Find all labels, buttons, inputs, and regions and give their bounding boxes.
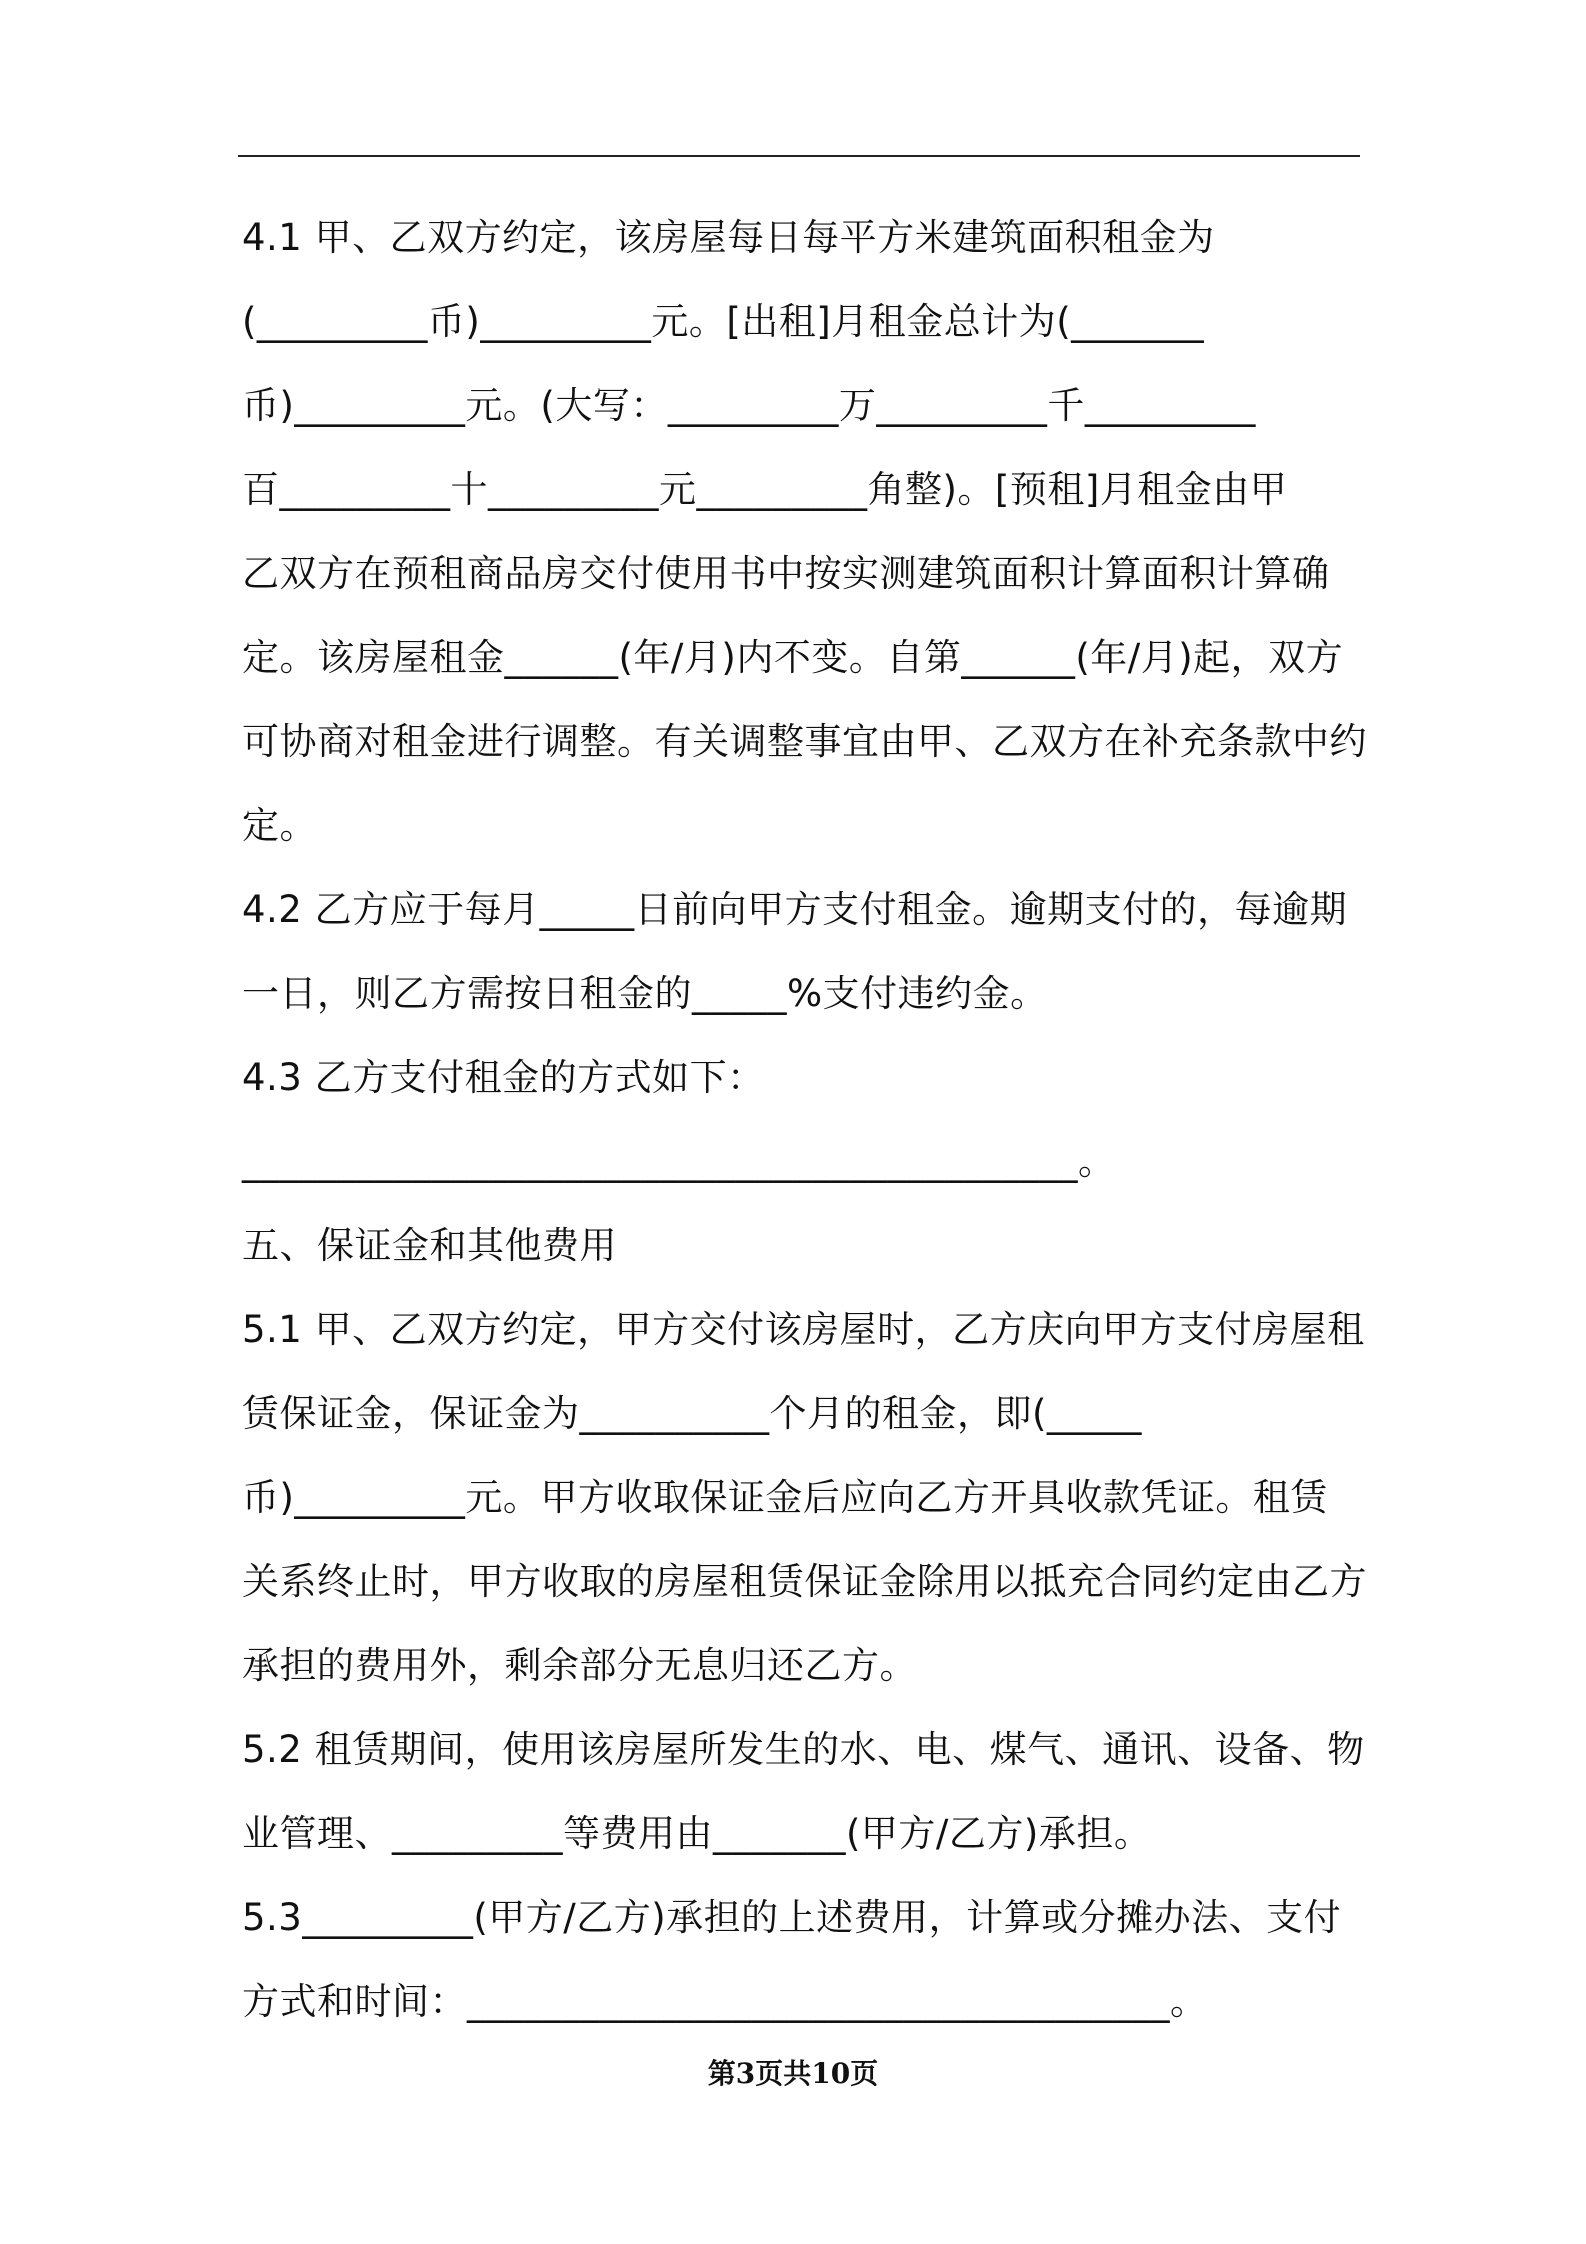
section-heading: 五、保证金和其他费用 (242, 1224, 617, 1267)
text-line: ____________________________________________。 (242, 1140, 1116, 1183)
text-line: 4.1 甲、乙双方约定，该房屋每日每平方米建筑面积租金为 (242, 216, 1215, 259)
text-line: (_________币)_________元。[出租]月租金总计为(_______ (242, 300, 1205, 343)
text-line: 可协商对租金进行调整。有关调整事宜由甲、乙双方在补充条款中约 (242, 720, 1367, 763)
text-line: 业管理、_________等费用由_______(甲方/乙方)承担。 (242, 1812, 1152, 1855)
text-line: 定。该房屋租金______(年/月)内不变。自第______(年/月)起，双方 (242, 636, 1344, 679)
text-line: 5.1 甲、乙双方约定，甲方交付该房屋时，乙方庆向甲方支付房屋租 (242, 1308, 1365, 1351)
text-line: 承担的费用外，剩余部分无息归还乙方。 (242, 1644, 917, 1687)
text-line: 赁保证金，保证金为__________个月的租金，即(_____ (242, 1392, 1142, 1435)
text-line: 4.2 乙方应于每月_____日前向甲方支付租金。逾期支付的，每逾期 (242, 888, 1348, 931)
document-body (242, 196, 1367, 2044)
text-line: 币)_________元。甲方收取保证金后应向乙方开具收款凭证。租赁 (242, 1476, 1328, 1519)
text-line: 5.3_________(甲方/乙方)承担的上述费用，计算或分摊办法、支付 (242, 1896, 1342, 1939)
header-rule (238, 155, 1360, 157)
text-line: 4.3 乙方支付租金的方式如下： (242, 1056, 765, 1099)
page-number: 第3页共10页 (707, 2057, 879, 2090)
text-line: 5.2 租赁期间，使用该房屋所发生的水、电、煤气、通讯、设备、物 (242, 1728, 1365, 1771)
text-line: 定。 (242, 804, 317, 847)
text-line: 乙双方在预租商品房交付使用书中按实测建筑面积计算面积计算确 (242, 552, 1330, 595)
text-line: 关系终止时，甲方收取的房屋租赁保证金除用以抵充合同约定由乙方 (242, 1560, 1367, 1603)
text-line: 一日，则乙方需按日租金的_____%支付违约金。 (242, 972, 1048, 1015)
text-line: 方式和时间：_____________________________________。 (242, 1980, 1208, 2023)
text-line: 百_________十_________元_________角整)。[预租]月租金由甲 (242, 468, 1288, 511)
text-line: 币)_________元。(大写：_________万_________千_________ (242, 384, 1256, 427)
